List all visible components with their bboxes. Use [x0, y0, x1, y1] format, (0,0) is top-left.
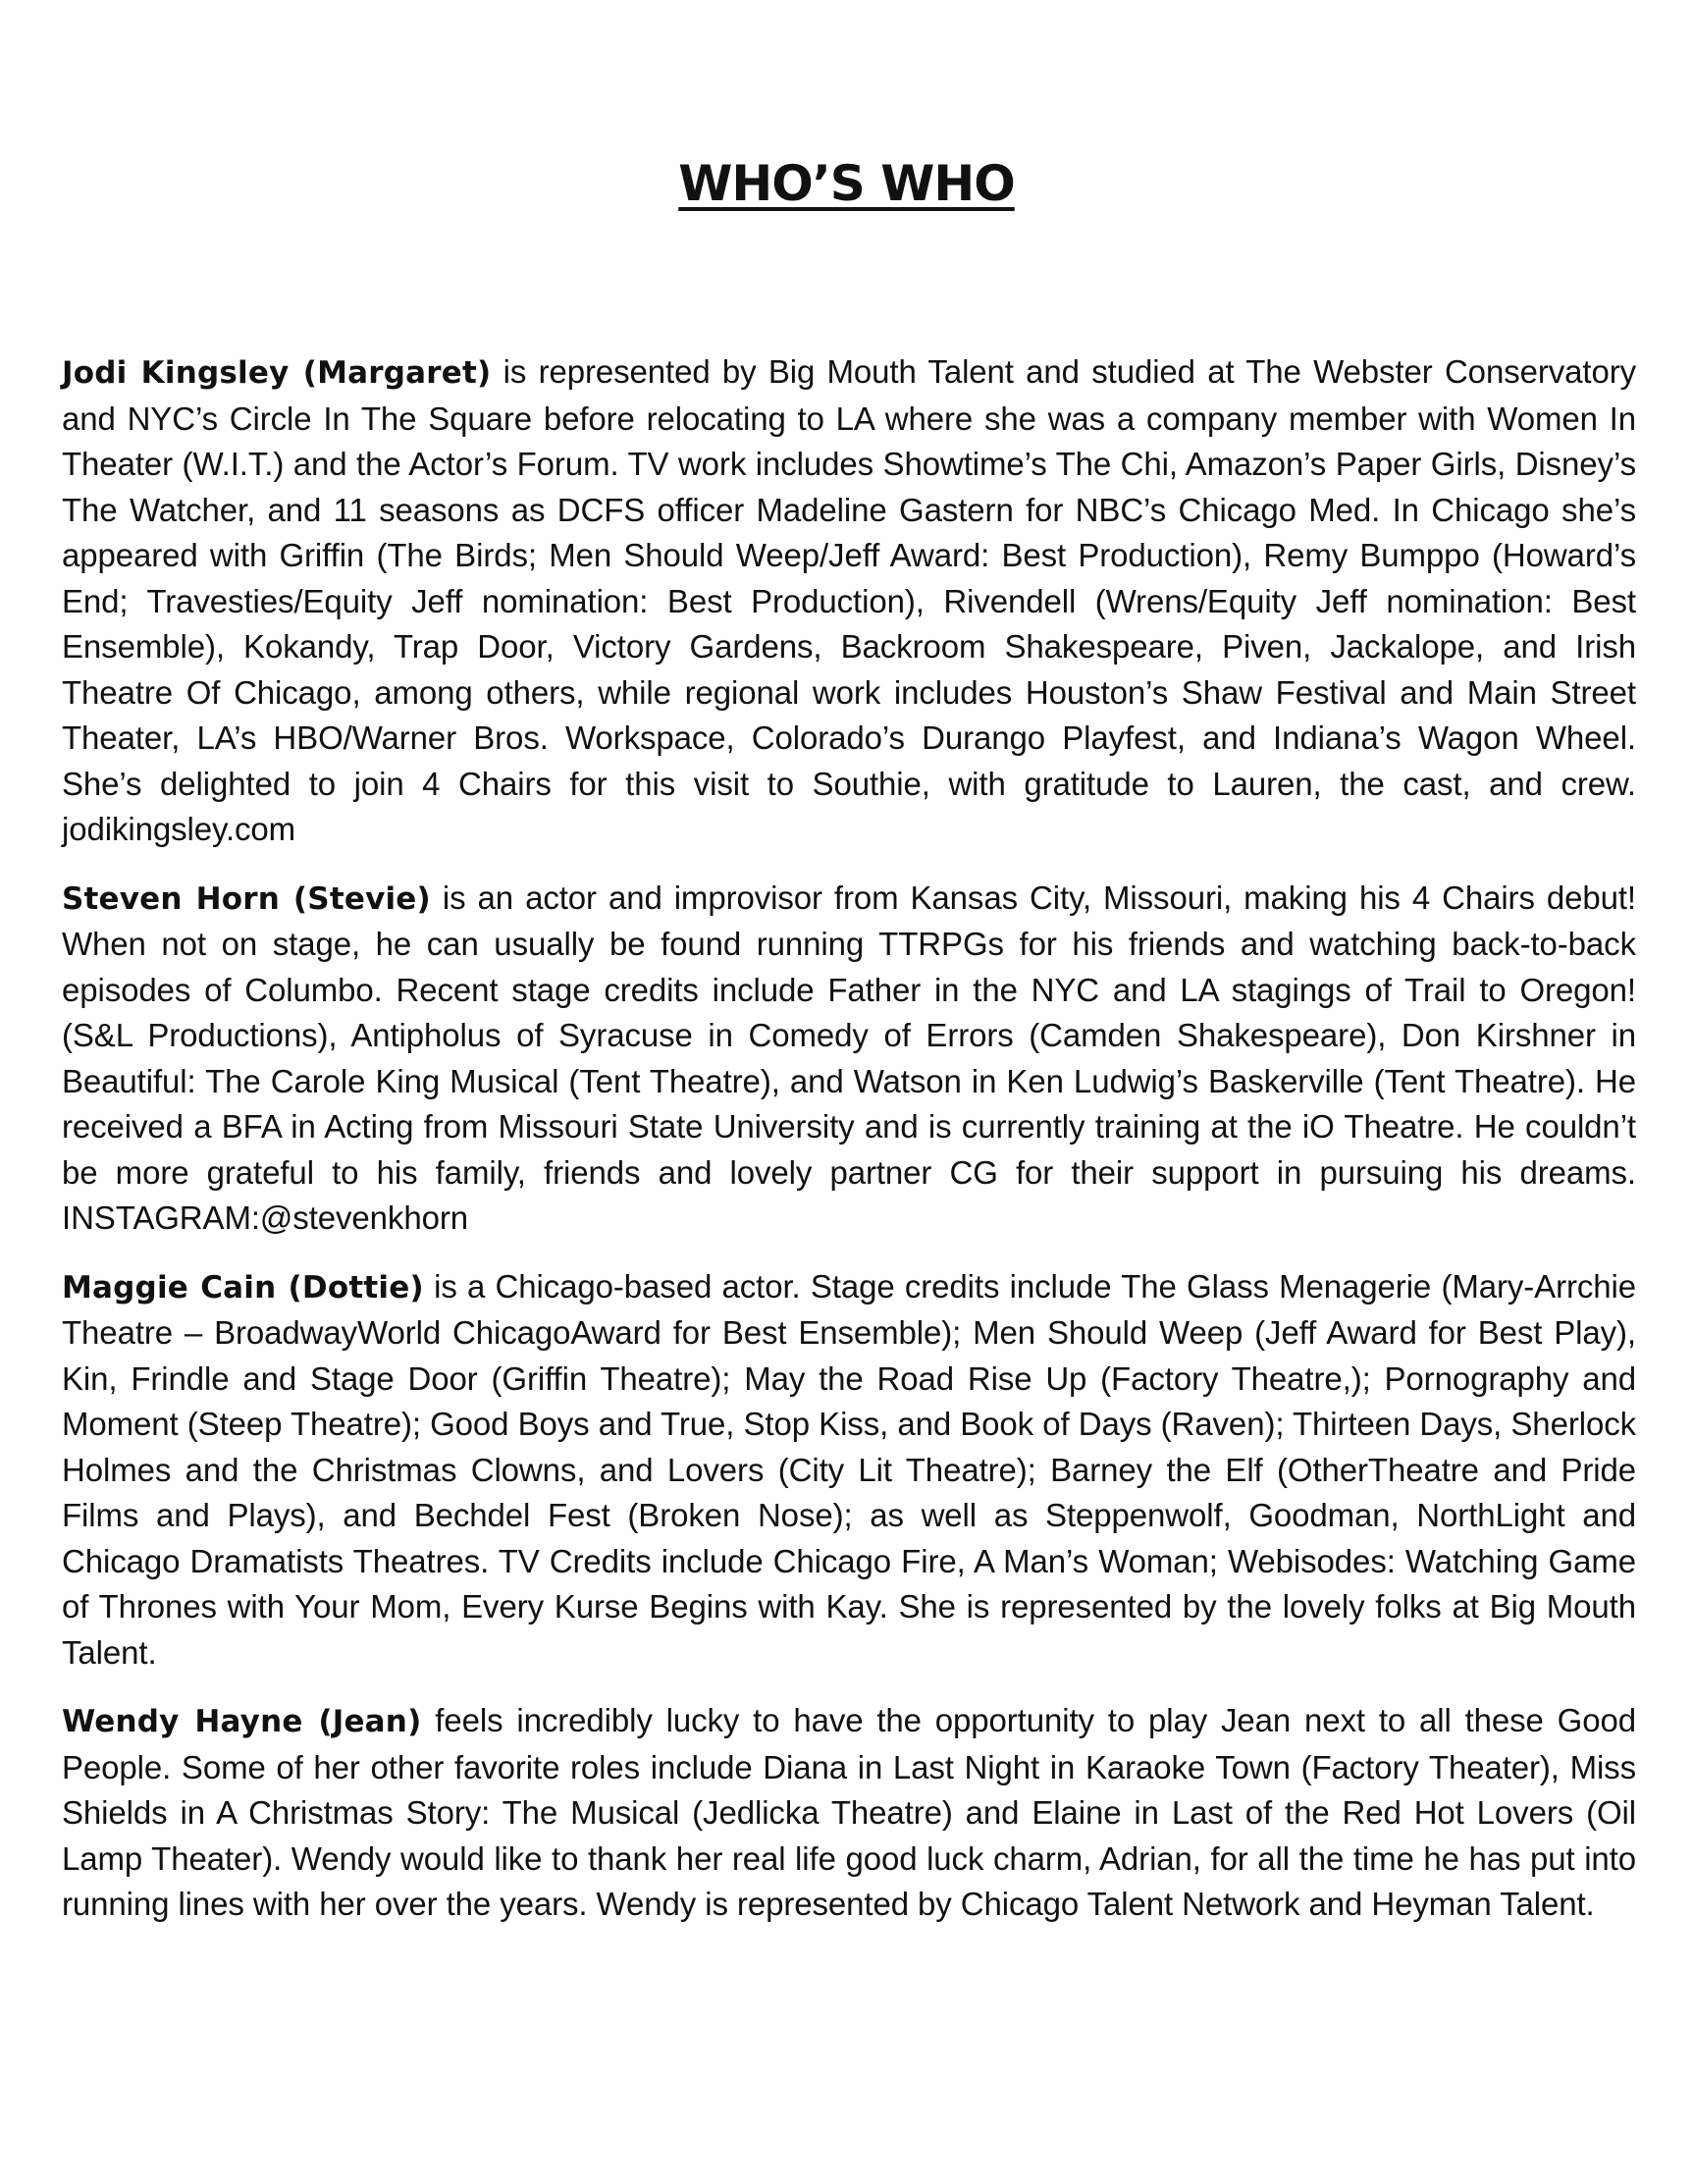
page-title: WHO’S WHO [678, 155, 1015, 212]
bio-wendy-hayne [62, 1698, 1636, 1928]
bio-text: is represented by Big Mouth Talent and studied at The Webster Conservatory and NYC’s Circle In The Square before relocating to LA where she was a company member with Women In Theater (W.I.T.) and the Actor’s Forum. TV work includes Showtime’s The Chi, Amazon’s Paper Girls, Disney’s The Watcher, and 11 seasons as DCFS officer Madeline Gastern for NBC’s Chicago Med. In Chicago she’s appeared with Griffin (The Birds; Men Should Weep/Jeff Award: Best Production), Remy Bumppo (Howard’s End; Travesties/Equity Jeff nomination: Best Production), Rivendell (Wrens/Equity Jeff nomination: Best Ensemble), Kokandy, Trap Door, Victory Gardens, Backroom Shakespeare, Piven, Jackalope, and Irish Theatre Of Chicago, among others, while regional work includes Houston’s Shaw Festival and Main Street Theater, LA’s HBO/Warner Bros. Workspace, Colorado’s Durango Playfest, and Indiana’s Wagon Wheel. She’s delighted to join 4 Chairs for this visit to Southie, with gratitude to Lauren, the cast, and crew. jodikingsley.com [62, 353, 1636, 847]
bio-name: Maggie Cain (Dottie) [62, 1269, 424, 1305]
bio-steven-horn [62, 876, 1636, 1242]
bio-text: is a Chicago-based actor. Stage credits include The Glass Menagerie (Mary-Arrchie Theatre – BroadwayWorld ChicagoAward for Best Ensemble); Men Should Weep (Jeff Award for Best Play), Kin, Frindle and Stage Door (Griffin Theatre); May the Road Rise Up (Factory Theatre,); Pornography and Moment (Steep Theatre); Good Boys and True, Stop Kiss, and Book of Days (Raven); Thirteen Days, Sherlock Holmes and the Christmas Clowns, and Lovers (City Lit Theatre); Barney the Elf (OtherTheatre and Pride Films and Plays), and Bechdel Fest (Broken Nose); as well as Steppenwolf, Goodman, NorthLight and Chicago Dramatists Theatres. TV Credits include Chicago Fire, A Man’s Woman; Webisodes: Watching Game of Thrones with Your Mom, Every Kurse Begins with Kay. She is represented by the lovely folks at Big Mouth Talent. [62, 1267, 1636, 1671]
bio-name: Steven Horn (Stevie) [62, 880, 431, 917]
bio-maggie-cain [62, 1264, 1636, 1677]
bio-name: Wendy Hayne (Jean) [62, 1704, 422, 1739]
bio-text: feels incredibly lucky to have the opportunity to play Jean next to all these Good People. Some of her other favorite roles include Diana in Last Night in Karaoke Town (Factory Theater), Miss Shields in A Christmas Story: The Musical (Jedlicka Theatre) and Elaine in Last of the Red Hot Lovers (Oil Lamp Theater). Wendy would like to thank her real life good luck charm, Adrian, for all the time he has put into running lines with her over the years. Wendy is represented by Chicago Talent Network and Heyman Talent. [62, 1702, 1636, 1922]
bio-name: Jodi Kingsley (Margaret) [62, 355, 492, 391]
bio-jodi-kingsley [62, 349, 1636, 853]
bio-list [62, 349, 1636, 1950]
bio-text: is an actor and improvisor from Kansas City, Missouri, making his 4 Chairs debut! When not on stage, he can usually be found running TTRPGs for his friends and watching back-to-back episodes of Columbo. Recent stage credits include Father in the NYC and LA stagings of Trail to Oregon! (S&L Productions), Antipholus of Syracuse in Comedy of Errors (Camden Shakespeare), Don Kirshner in Beautiful: The Carole King Musical (Tent Theatre), and Watson in Ken Ludwig’s Baskerville (Tent Theatre). He received a BFA in Acting from Missouri State University and is currently training at the iO Theatre. He couldn’t be more grateful to his family, friends and lovely partner CG for their support in pursuing his dreams. INSTAGRAM:@stevenkhorn [62, 879, 1636, 1236]
